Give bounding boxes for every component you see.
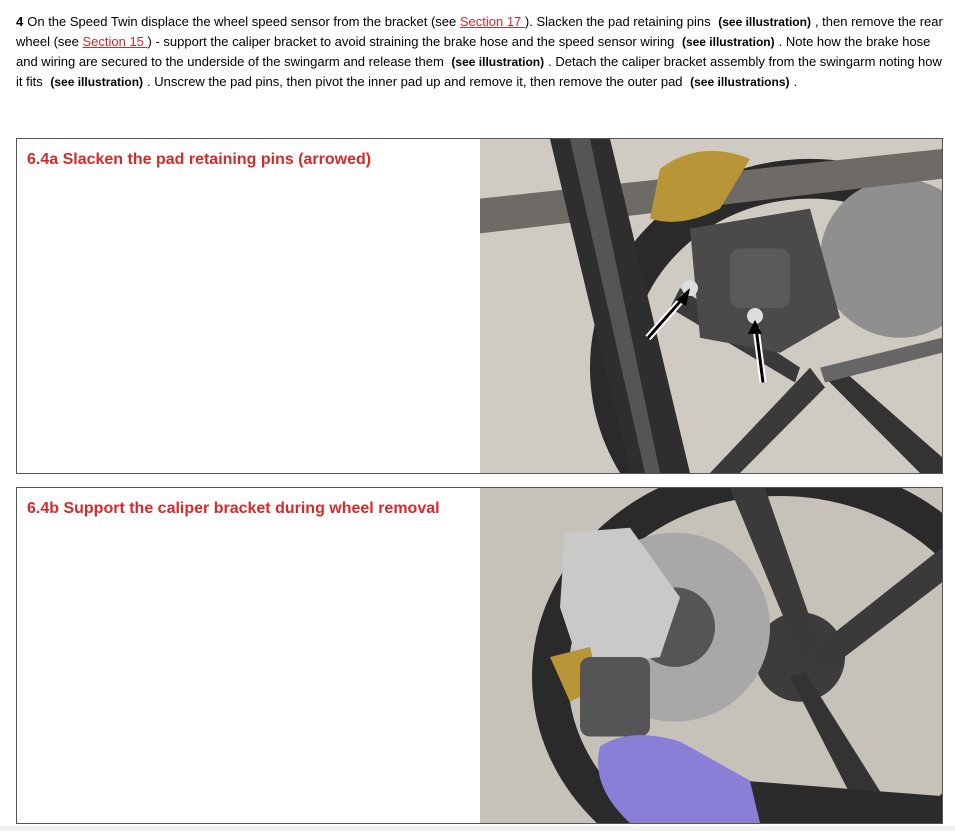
figure-6-4b [16,487,943,824]
section-17-link[interactable]: Section 17 [459,14,525,29]
step-text: ). Slacken the pad retaining pins [524,14,715,29]
see-illustration-link[interactable]: (see illustration) [718,15,811,29]
figure-caption: 6.4a Slacken the pad retaining pins (arrowed) [27,151,372,168]
figure-caption: 6.4b Support the caliper bracket during wheel removal [27,500,440,517]
see-illustration-link[interactable]: (see illustration) [681,35,775,49]
see-illustrations-link[interactable]: (see illustrations) [690,75,790,89]
section-15-link[interactable]: Section 15 [82,34,148,49]
step-paragraph [16,12,946,92]
step-text: . Detach the caliper bracket assembly from the swingarm noting how it fits [16,54,942,89]
step-text: . [793,74,798,89]
step-text: ) - support the caliper bracket to avoid straining the brake hose and the speed sensor wiring [147,34,678,49]
step-text: . Unscrew the pad pins, then pivot the inner pad up and remove it, then remove the outer pad [147,74,687,89]
figure-6-4a [16,138,943,474]
page-bottom-strip [0,826,955,831]
photo-caliper-pad-pins [480,139,942,473]
step-text: , then remove the rear wheel (see [16,14,943,49]
step-text: On the Speed Twin displace the wheel speed sensor from the bracket (see [27,14,460,29]
photo-support-caliper-bracket [480,488,942,823]
see-illustration-link[interactable]: (see illustration) [451,55,545,69]
step-text: . Note how the brake hose and wiring are secured to the underside of the swingarm and release them [16,34,931,69]
step-number: 4 [16,14,24,29]
see-illustration-link[interactable]: (see illustration) [50,75,144,89]
